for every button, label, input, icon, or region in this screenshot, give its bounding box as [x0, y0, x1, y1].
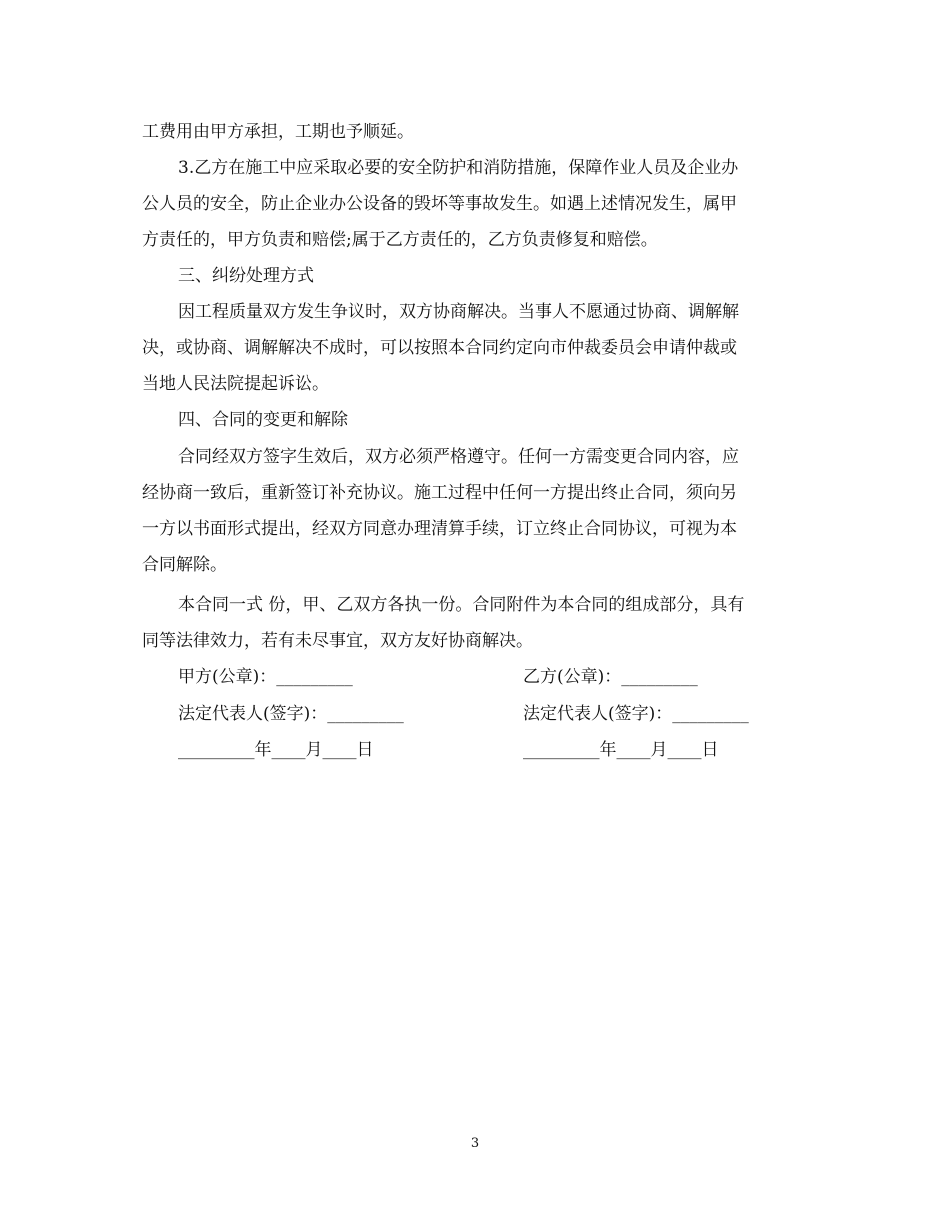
- paragraph-text-line: 因工程质量双方发生争议时，双方协商解决。当事人不愿通过协商、调解解: [178, 302, 739, 322]
- paragraph-text-line: 当地人民法院提起诉讼。: [142, 374, 329, 394]
- party-b-representative-field: 法定代表人(签字)：_________: [523, 704, 749, 724]
- paragraph-text-line: 合同解除。: [142, 555, 227, 575]
- paragraph-text-line: 经协商一致后，重新签订补充协议。施工过程中任何一方提出终止合同，须向另: [142, 483, 737, 503]
- paragraph-text-line: 公人员的安全，防止企业办公设备的毁坏等事故发生。如遇上述情况发生，属甲: [142, 194, 737, 214]
- section-heading: 四、合同的变更和解除: [178, 410, 348, 430]
- paragraph-text-line: 决，或协商、调解解决不成时，可以按照本合同约定向市仲裁委员会申请仲裁或: [142, 338, 737, 358]
- paragraph-text-line: 同等法律效力，若有未尽事宜，双方友好协商解决。: [142, 631, 533, 651]
- party-b-seal-field: 乙方(公章)：_________: [523, 667, 698, 687]
- paragraph-text-line: 3.乙方在施工中应采取必要的安全防护和消防措施，保障作业人员及企业办: [178, 158, 739, 178]
- paragraph-text-line: 本合同一式 份，甲、乙双方各执一份。合同附件为本合同的组成部分，具有: [178, 595, 745, 615]
- party-b-date-field: _________年____月____日: [523, 740, 719, 760]
- party-a-seal-field: 甲方(公章)：_________: [178, 667, 353, 687]
- party-a-date-field: _________年____月____日: [178, 740, 374, 760]
- paragraph-text-line: 工费用由甲方承担，工期也予顺延。: [142, 122, 414, 142]
- paragraph-text-line: 方责任的，甲方负责和赔偿;属于乙方责任的，乙方负责修复和赔偿。: [142, 230, 658, 250]
- page-number: 3: [470, 1136, 480, 1151]
- paragraph-text-line: 合同经双方签字生效后，双方必须严格遵守。任何一方需变更合同内容，应: [178, 447, 739, 467]
- section-heading: 三、纠纷处理方式: [178, 266, 314, 286]
- paragraph-text-line: 一方以书面形式提出，经双方同意办理清算手续，订立终止合同协议，可视为本: [142, 519, 737, 539]
- party-a-representative-field: 法定代表人(签字)：_________: [178, 704, 404, 724]
